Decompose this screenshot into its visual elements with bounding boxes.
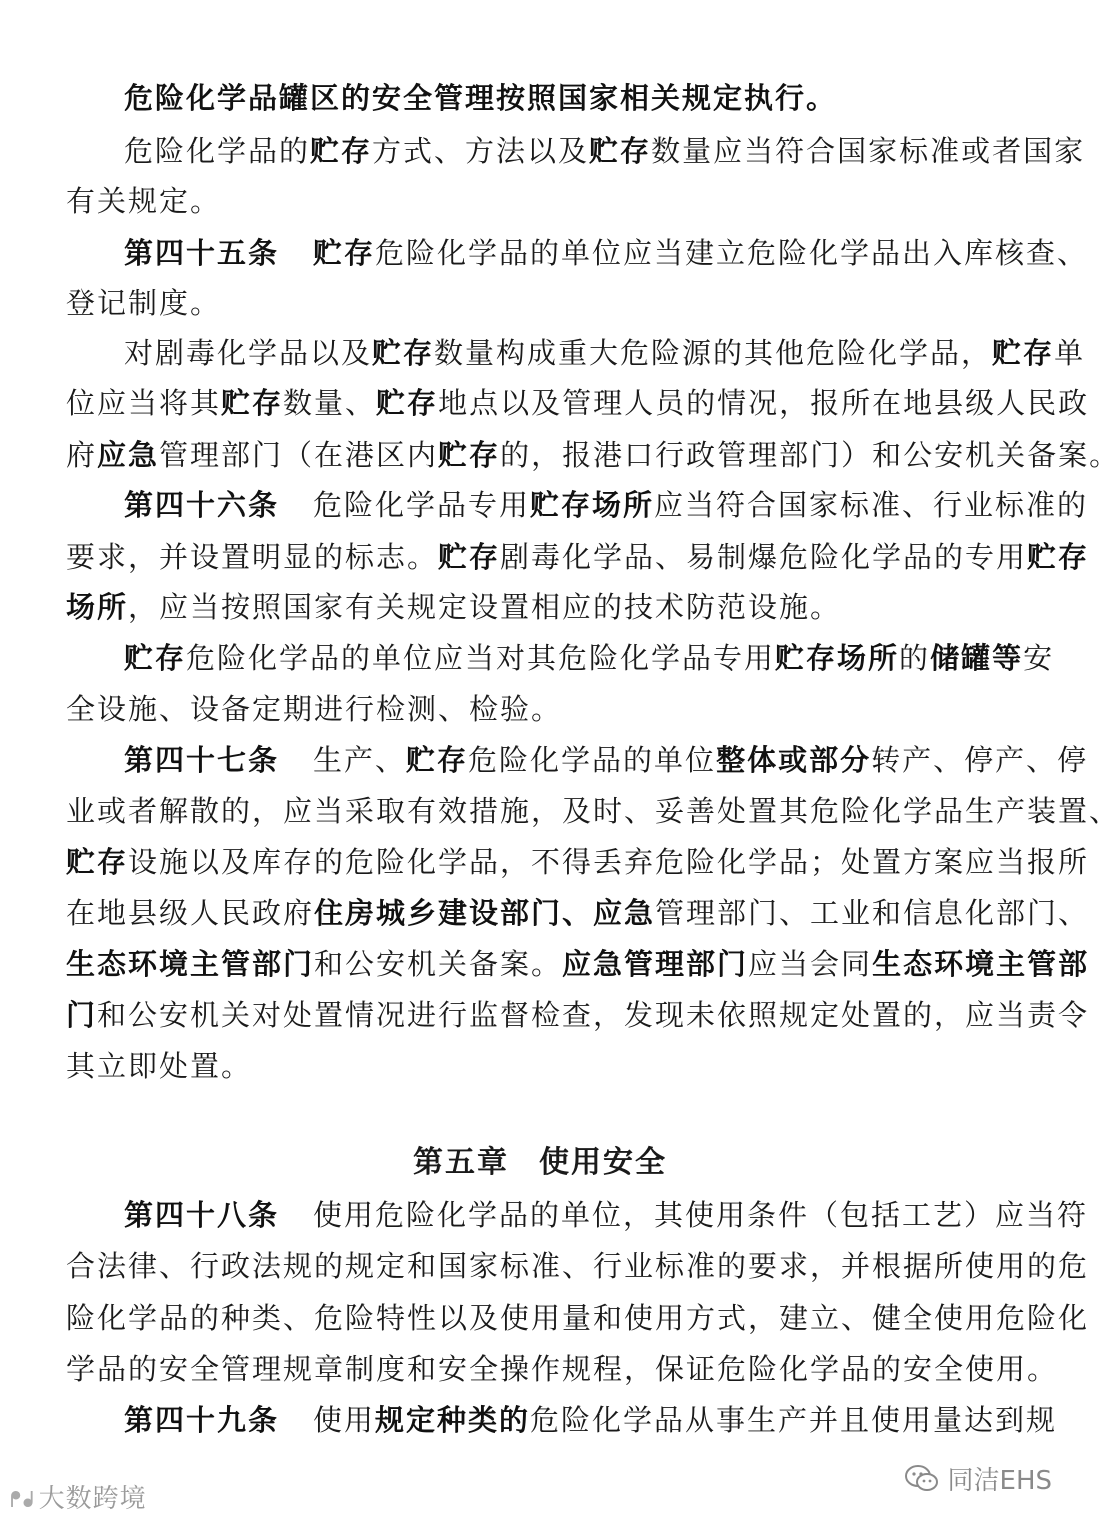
article-46-l3: 场所，应当按照国家有关规定设置相应的技术防范设施。 xyxy=(66,590,842,624)
para-registration-l3: 府应急管理部门（在港区内贮存的，报港口行政管理部门）和公安机关备案。 xyxy=(66,438,1120,472)
article-48-title: 第四十八条 xyxy=(124,1198,280,1232)
article-47-l6: 门和公安机关对处置情况进行监督检查，发现未依照规定处置的，应当责令 xyxy=(66,998,1090,1032)
article-46-title: 第四十六条 xyxy=(124,488,280,522)
article-45-l2: 登记制度。 xyxy=(66,286,222,320)
para-registration-l2: 位应当将其贮存数量、贮存地点以及管理人员的情况，报所在地县级人民政 xyxy=(66,386,1090,420)
para-tank-area: 危险化学品罐区的安全管理按照国家相关规定执行。 xyxy=(124,81,838,115)
article-48-l4: 学品的安全管理规章制度和安全操作规程，保证危险化学品的安全使用。 xyxy=(66,1352,1059,1386)
article-46-l1: 第四十六条 危险化学品专用贮存场所应当符合国家标准、行业标准的 xyxy=(124,488,1089,522)
article-48-l3: 险化学品的种类、危险特性以及使用量和使用方式，建立、健全使用危险化 xyxy=(66,1301,1090,1335)
article-47-l4: 在地县级人民政府住房城乡建设部门、应急管理部门、工业和信息化部门、 xyxy=(66,896,1090,930)
wechat-icon xyxy=(904,1464,940,1494)
para-inspection-l2: 全设施、设备定期进行检测、检验。 xyxy=(66,692,563,726)
article-47-l1: 第四十七条 生产、贮存危险化学品的单位整体或部分转产、停产、停 xyxy=(124,743,1089,777)
article-45-title: 第四十五条 xyxy=(124,236,280,270)
article-47-l3: 贮存设施以及库存的危险化学品，不得丢弃危险化学品；处置方案应当报所 xyxy=(66,845,1090,879)
chapter-heading: 第五章 使用安全 xyxy=(413,1145,667,1180)
para-storage-method-l1: 危险化学品的贮存方式、方法以及贮存数量应当符合国家标准或者国家 xyxy=(124,134,1086,168)
article-46-l2: 要求，并设置明显的标志。贮存剧毒化学品、易制爆危险化学品的专用贮存 xyxy=(66,540,1090,574)
watermark-left: ᖰᖱ 大数跨境 xyxy=(10,1484,147,1514)
article-47-l2: 业或者解散的，应当采取有效措施，及时、妥善处置其危险化学品生产装置、 xyxy=(66,794,1120,828)
article-45-l1: 第四十五条 贮存危险化学品的单位应当建立危险化学品出入库核查、 xyxy=(124,236,1089,270)
para-inspection-l1: 贮存危险化学品的单位应当对其危险化学品专用贮存场所的储罐等安 xyxy=(124,641,1055,675)
loop-logo-icon: ᖰᖱ xyxy=(10,1488,35,1513)
watermark-right: 同洁EHS xyxy=(904,1460,1052,1497)
article-47-title: 第四十七条 xyxy=(124,743,280,777)
article-47-l7: 其立即处置。 xyxy=(66,1049,253,1083)
para-storage-method-l2: 有关规定。 xyxy=(66,184,222,218)
para-registration-l1: 对剧毒化学品以及贮存数量构成重大危险源的其他危险化学品，贮存单 xyxy=(124,336,1086,370)
article-47-l5: 生态环境主管部门和公安机关备案。应急管理部门应当会同生态环境主管部 xyxy=(66,947,1090,981)
article-49-title: 第四十九条 xyxy=(124,1403,280,1437)
article-48-l2: 合法律、行政法规的规定和国家标准、行业标准的要求，并根据所使用的危 xyxy=(66,1249,1090,1283)
article-48-l1: 第四十八条 使用危险化学品的单位，其使用条件（包括工艺）应当符 xyxy=(124,1198,1089,1232)
article-49-l1: 第四十九条 使用规定种类的危险化学品从事生产并且使用量达到规 xyxy=(124,1403,1058,1437)
